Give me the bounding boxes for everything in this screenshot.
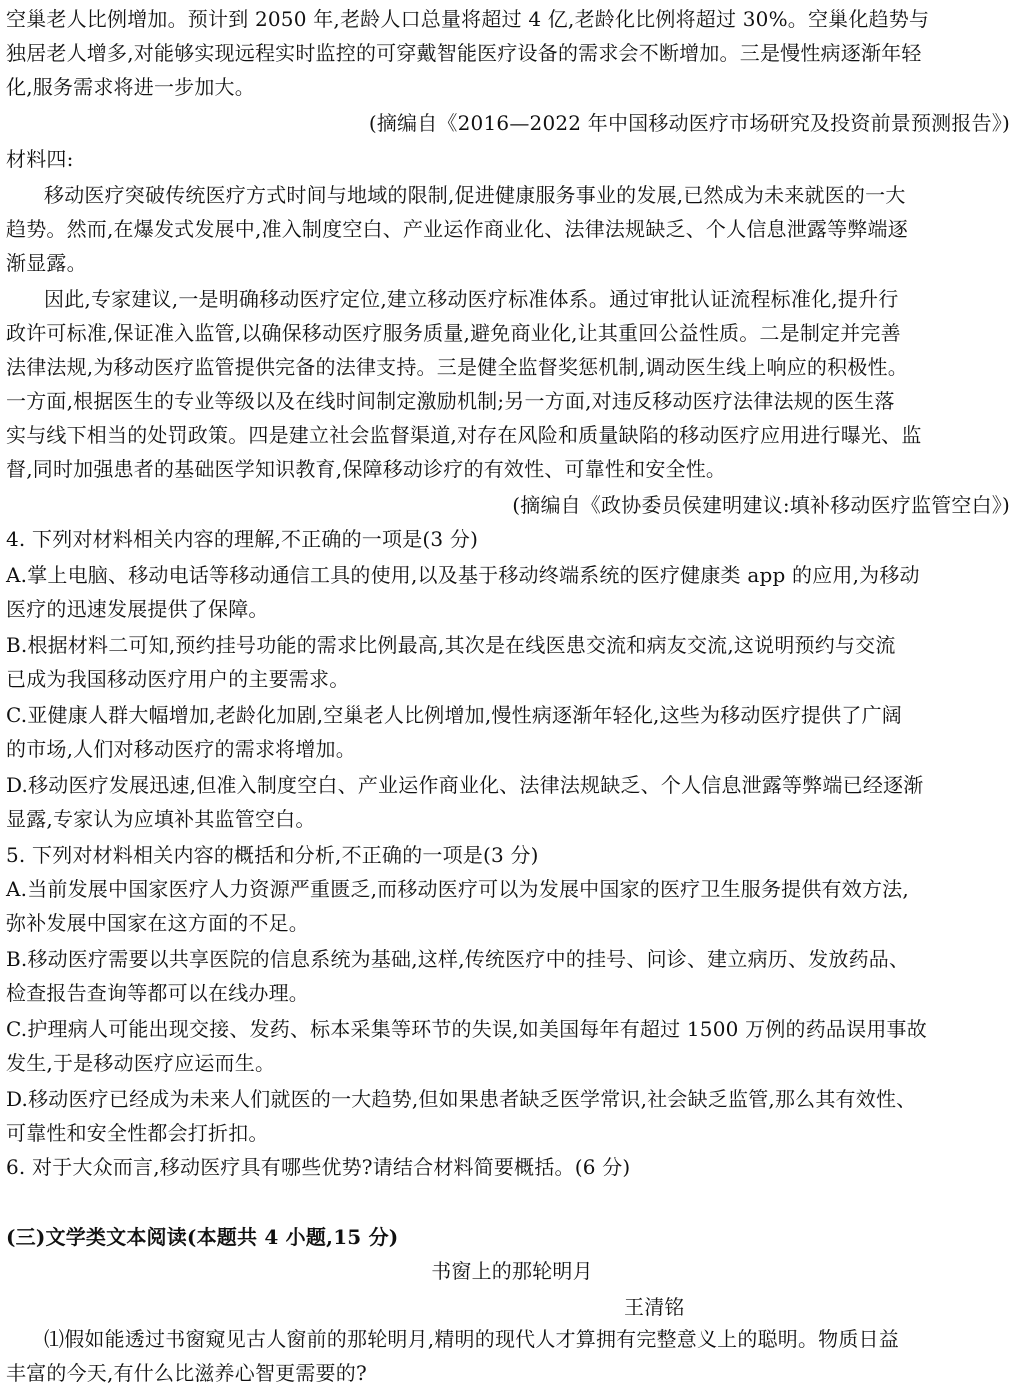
- intro-line: 空巢老人比例增加。预计到 2050 年,老龄人口总量将超过 4 亿,老龄化比例将超过 30%。空巢化趋势与: [6, 7, 930, 31]
- article-author: 王清铭: [624, 1295, 685, 1319]
- option-line: 的市场,人们对移动医疗的需求将增加。: [6, 737, 356, 761]
- option-line: 已成为我国移动医疗用户的主要需求。: [6, 667, 350, 691]
- option-line: 检查报告查询等都可以在线办理。: [6, 981, 309, 1005]
- question-6: 6. 对于大众而言,移动医疗具有哪些优势?请结合材料简要概括。(6 分): [6, 1155, 631, 1179]
- paragraph-line: 政许可标准,保证准入监管,以确保移动医疗服务质量,避免商业化,让其重回公益性质。二是制定并完善: [6, 321, 901, 345]
- option-line: C.护理病人可能出现交接、发药、标本采集等环节的失误,如美国每年有超过 1500 万例的药品误用事故: [6, 1017, 927, 1041]
- option-line: 显露,专家认为应填补其监管空白。: [6, 807, 316, 831]
- option-line: A.当前发展中国家医疗人力资源严重匮乏,而移动医疗可以为发展中国家的医疗卫生服务提供有效方法,: [6, 877, 909, 901]
- option-line: A.掌上电脑、移动电话等移动通信工具的使用,以及基于移动终端系统的医疗健康类 app 的应用,为移动: [6, 563, 920, 587]
- option-line: 医疗的迅速发展提供了保障。: [6, 597, 269, 621]
- source-citation: (摘编自《2016—2022 年中国移动医疗市场研究及投资前景预测报告》): [368, 111, 1010, 135]
- option-line: C.亚健康人群大幅增加,老龄化加剧,空巢老人比例增加,慢性病逐渐年轻化,这些为移动医疗提供了广阔: [6, 703, 902, 727]
- option-line: 可靠性和安全性都会打折扣。: [6, 1121, 269, 1145]
- paragraph-line: 趋势。然而,在爆发式发展中,准入制度空白、产业运作商业化、法律法规缺乏、个人信息泄露等弊端逐: [6, 217, 908, 241]
- option-line: D.移动医疗发展迅速,但准入制度空白、产业运作商业化、法律法规缺乏、个人信息泄露等弊端已经逐渐: [6, 773, 924, 797]
- option-line: 发生,于是移动医疗应运而生。: [6, 1051, 276, 1075]
- paragraph-line: 督,同时加强患者的基础医学知识教育,保障移动诊疗的有效性、可靠性和安全性。: [6, 457, 727, 481]
- question-5: 5. 下列对材料相关内容的概括和分析,不正确的一项是(3 分): [6, 843, 539, 867]
- article-title: 书窗上的那轮明月: [431, 1259, 593, 1283]
- option-line: B.移动医疗需要以共享医院的信息系统为基础,这样,传统医疗中的挂号、问诊、建立病历、发放药品、: [6, 947, 910, 971]
- material-heading: 材料四:: [6, 147, 74, 171]
- section-heading: (三)文学类文本阅读(本题共 4 小题,15 分): [6, 1225, 399, 1249]
- paragraph-line: 渐显露。: [6, 251, 87, 275]
- option-line: B.根据材料二可知,预约挂号功能的需求比例最高,其次是在线医患交流和病友交流,这说明预约与交流: [6, 633, 896, 657]
- question-4: 4. 下列对材料相关内容的理解,不正确的一项是(3 分): [6, 527, 479, 551]
- intro-line: 独居老人增多,对能够实现远程实时监控的可穿戴智能医疗设备的需求会不断增加。三是慢性病逐渐年轻: [6, 41, 922, 65]
- paragraph-line: 移动医疗突破传统医疗方式时间与地域的限制,促进健康服务事业的发展,已然成为未来就医的一大: [44, 183, 906, 207]
- option-line: 弥补发展中国家在这方面的不足。: [6, 911, 309, 935]
- source-citation: (摘编自《政协委员侯建明建议:填补移动医疗监管空白》): [512, 493, 1010, 517]
- article-paragraph-line: ⑴假如能透过书窗窥见古人窗前的那轮明月,精明的现代人才算拥有完整意义上的聪明。物质日益: [44, 1327, 899, 1351]
- option-line: D.移动医疗已经成为未来人们就医的一大趋势,但如果患者缺乏医学常识,社会缺乏监管,那么其有效性、: [6, 1087, 917, 1111]
- article-paragraph-line: 丰富的今天,有什么比滋养心智更需要的?: [6, 1361, 367, 1385]
- paragraph-line: 实与线下相当的处罚政策。四是建立社会监督渠道,对存在风险和质量缺陷的移动医疗应用进行曝光、监: [6, 423, 922, 447]
- intro-line: 化,服务需求将进一步加大。: [6, 75, 255, 99]
- paragraph-line: 因此,专家建议,一是明确移动医疗定位,建立移动医疗标准体系。通过审批认证流程标准化,提升行: [44, 287, 899, 311]
- paragraph-line: 一方面,根据医生的专业等级以及在线时间制定激励机制;另一方面,对违反移动医疗法律法规的医生落: [6, 389, 895, 413]
- paragraph-line: 法律法规,为移动医疗监管提供完备的法律支持。三是健全监督奖惩机制,调动医生线上响应的积极性。: [6, 355, 908, 379]
